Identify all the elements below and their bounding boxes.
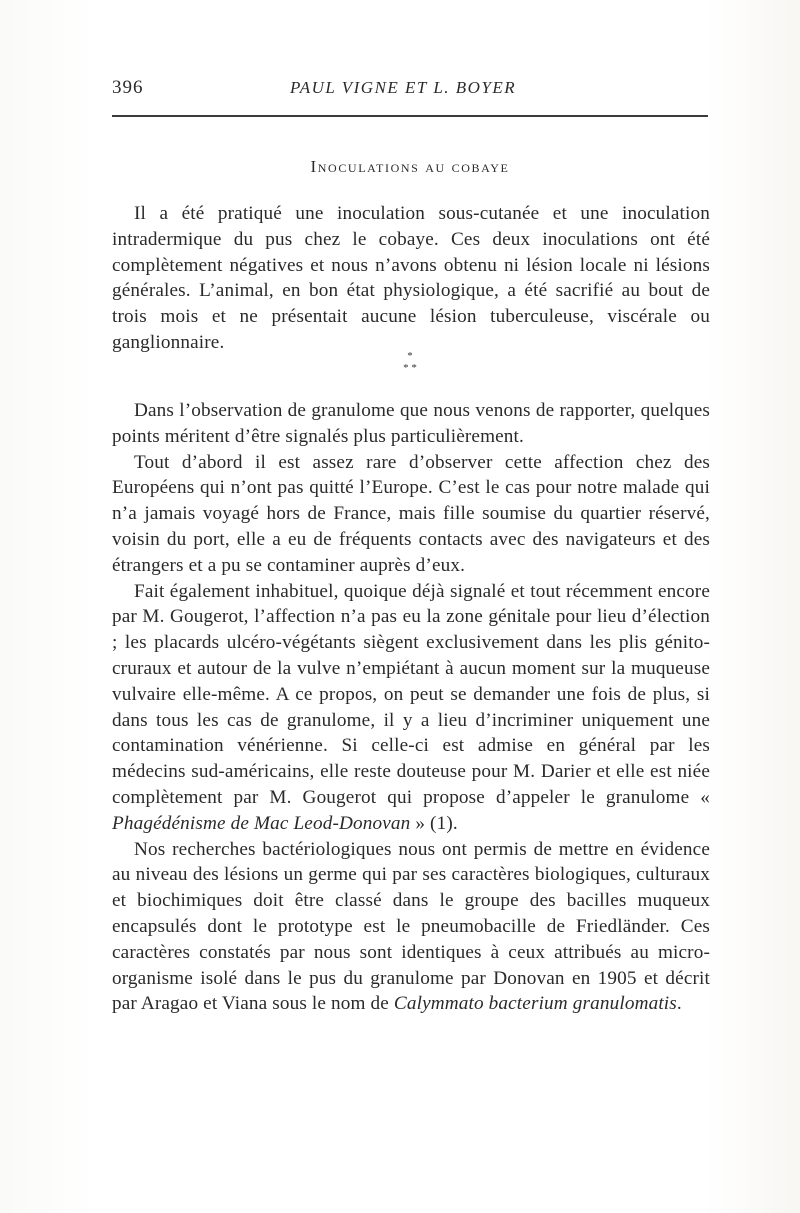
italic-term: Phagédénisme de Mac Leod-Donovan: [112, 812, 411, 834]
section-title: Inoculations au cobaye: [310, 157, 510, 176]
paragraph: [112, 837, 710, 1018]
running-head: [112, 77, 712, 105]
paragraph-text: » (1).: [410, 812, 458, 834]
paragraph: Tout d’abord il est assez rare d’observer cette affection chez des Européens qui n’ont pas quitté l’Europe. C’est le cas pour notre malade qui n’a jamais voyagé hors de France, mais fille soumise du quartier réservé, voisin du port, elle a eu de fréquents contacts avec des navigateurs et des étrangers et a pu se contaminer auprès d’eux.: [112, 451, 710, 576]
paragraph: Dans l’observation de granulome que nous venons de rapporter, quelques points méritent d’être signalés plus particulièrement.: [112, 400, 710, 447]
paragraph: Il a été pratiqué une inoculation sous-cutanée et une inoculation intradermique du pus chez le cobaye. Ces deux inoculations ont été complètement négatives et nous n’avons obtenu ni lésion locale ni lésions générales. L’animal, en bon état physiologique, a été sacrifié au bout de trois mois et ne présentait aucune lésion tuberculeuse, viscérale ou ganglionnaire.: [112, 203, 710, 353]
page-number: 396: [112, 77, 144, 98]
paragraph-text: .: [676, 993, 682, 1015]
paragraph-text: Fait également inhabituel, quoique déjà signalé et tout récemment encore par M. Gougerot, l’affection n’a pas eu la zone génitale pour lieu d’élection ; les placards ulcéro-végétants siègent exclusivement dans les plis génito-cruraux et autour de la vulve n’empiétant à aucun moment sur la muqueuse vulvaire elle-même. A ce propos, on peut se demander une fois de plus, si dans tous les cas de granulome, il y a lieu d’incriminer uniquement une contamination vénérienne. Si celle-ci est admise en général par les médecins sud-américains, elle reste douteuse pour M. Darier et elle est niée complètement par M. Gougerot qui propose d’appeler le granulome «: [112, 580, 710, 808]
paragraph-text: Nos recherches bactériologiques nous ont permis de mettre en évidence au niveau des lésions un germe qui par ses caractères biologiques, culturaux et biochimiques doit être classé dans le groupe des bacilles muqueux encapsulés dont le prototype est le pneumobacille de Friedländer. Ces caractères constatés par nous sont identiques à ceux attribués au micro-organisme isolé dans le pus du granulome par Donovan en 1905 et décrit par Aragao et Viana sous le nom de: [112, 838, 710, 1015]
running-title: PAUL VIGNE ET L. BOYER: [290, 78, 517, 97]
paragraph: [112, 579, 710, 837]
text-block-discussion: [112, 398, 710, 1017]
header-rule: [112, 115, 708, 117]
italic-term: Calymmato bacterium granulomatis: [393, 993, 677, 1015]
asterism-divider: [390, 350, 430, 380]
asterism-bottom: * *: [403, 362, 417, 374]
asterism-top: *: [407, 350, 413, 362]
text-block-inoculations: [112, 201, 710, 356]
